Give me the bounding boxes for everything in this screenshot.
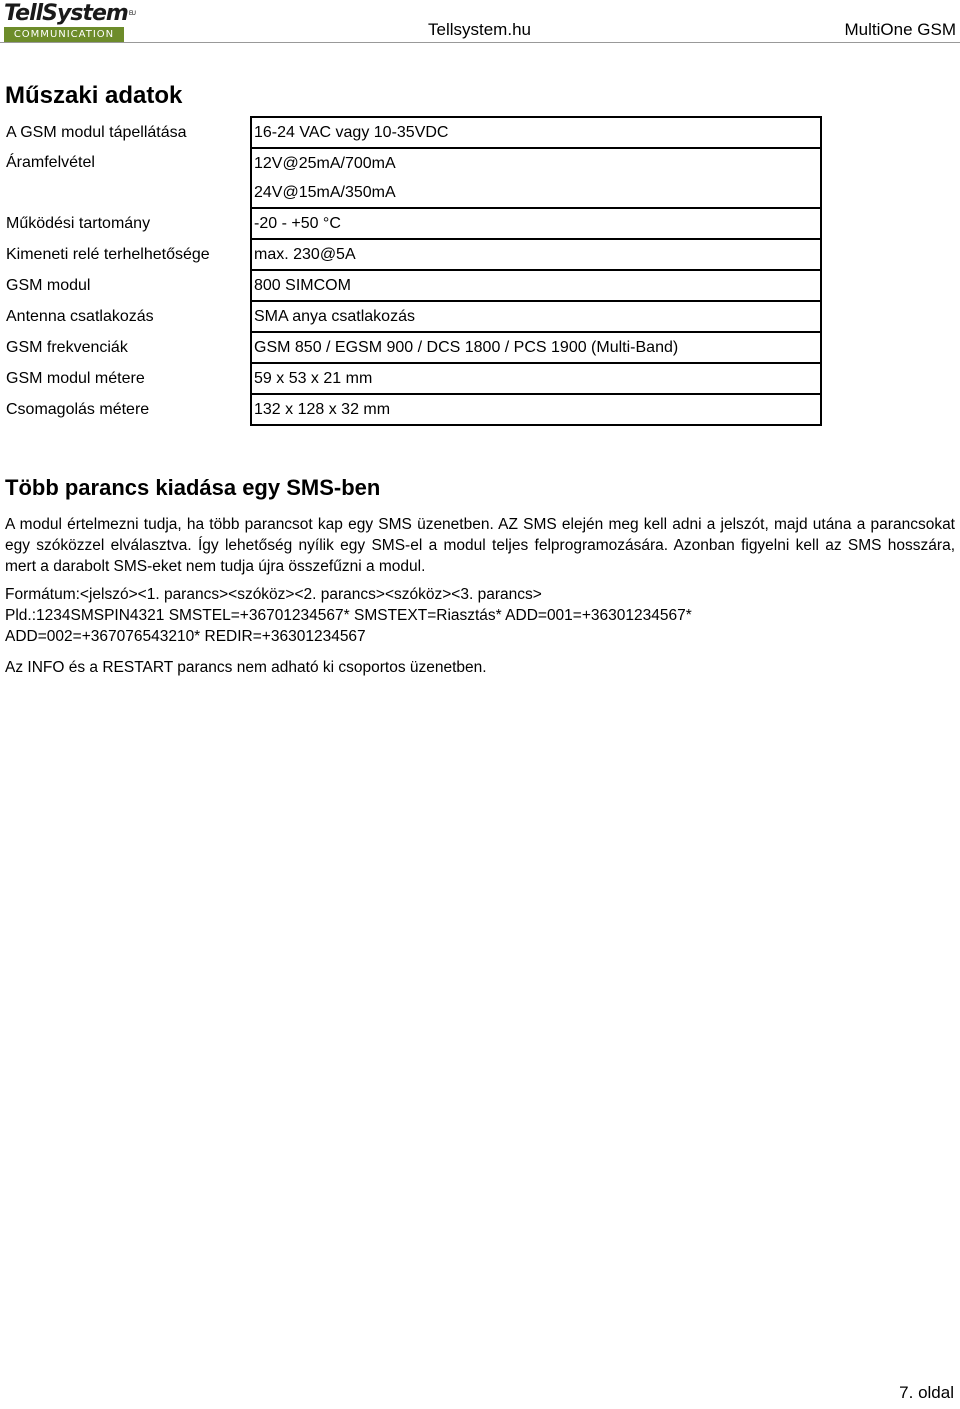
logo-subtitle: COMMUNICATION <box>4 27 124 42</box>
intro-paragraph: A modul értelmezni tudja, ha több parancsot kap egy SMS üzenetben. AZ SMS elején meg kell adni a jelszót, majd utána a parancsokat egy szóközzel elválasztva. Így lehetőség nyílik egy SMS-el a modul teljes felprogramozására. Azonban figyelni kell az SMS hosszára, mert a darabolt SMS-eket nem tudja újra összefűzni a modul. <box>5 516 955 575</box>
spec-label: Kimeneti relé terhelhetősége <box>6 245 210 263</box>
spec-label: Csomagolás métere <box>6 400 150 418</box>
spec-label: GSM frekvenciák <box>6 338 128 356</box>
spec-row <box>2 394 821 425</box>
spec-row <box>2 117 821 148</box>
spec-row <box>2 178 821 208</box>
spec-row <box>2 332 821 363</box>
page-number: 7. oldal <box>899 1383 954 1402</box>
example-line-2: ADD=002=+367076543210* REDIR=+36301234567 <box>5 628 366 645</box>
spec-value: 24V@15mA/350mA <box>251 178 821 208</box>
note-line: Az INFO és a RESTART parancs nem adható ki csoportos üzenetben. <box>5 659 487 676</box>
spec-row <box>2 239 821 270</box>
example-line-1: Pld.:1234SMSPIN4321 SMSTEL=+36701234567* SMSTEXT=Riasztás* ADD=001=+36301234567* <box>5 607 692 624</box>
spec-table <box>2 116 822 426</box>
spec-label: Áramfelvétel <box>6 154 95 171</box>
spec-row <box>2 208 821 239</box>
site-name: Tellsystem.hu <box>428 20 531 39</box>
spec-value: -20 - +50 °C <box>251 208 821 239</box>
spec-row <box>2 270 821 301</box>
spec-label <box>2 178 251 208</box>
spec-value: 132 x 128 x 32 mm <box>251 394 821 425</box>
section-title-specs: Műszaki adatok <box>5 82 183 109</box>
spec-row <box>2 301 821 332</box>
logo-superscript: EU <box>128 10 136 17</box>
spec-value: 59 x 53 x 21 mm <box>251 363 821 394</box>
spec-row <box>2 148 821 178</box>
spec-label: GSM modul métere <box>6 369 145 387</box>
tellsystem-logo <box>4 1 136 42</box>
spec-row <box>2 363 821 394</box>
spec-label: A GSM modul tápellátása <box>6 123 187 141</box>
spec-value: 800 SIMCOM <box>251 270 821 301</box>
spec-value: max. 230@5A <box>251 239 821 270</box>
spec-label: GSM modul <box>6 276 91 294</box>
spec-value: SMA anya csatlakozás <box>251 301 821 332</box>
spec-value: GSM 850 / EGSM 900 / DCS 1800 / PCS 1900 (Multi-Band) <box>251 332 821 363</box>
section-title-multi-command: Több parancs kiadása egy SMS-ben <box>5 475 381 500</box>
spec-label: Működési tartomány <box>6 214 151 232</box>
spec-value: 12V@25mA/700mA <box>251 148 821 178</box>
header-divider <box>0 42 960 43</box>
format-line: Formátum:<jelszó><1. parancs><szóköz><2. parancs><szóköz><3. parancs> <box>5 586 542 603</box>
page-header <box>0 0 960 44</box>
spec-label: Antenna csatlakozás <box>6 307 154 325</box>
spec-value: 16-24 VAC vagy 10-35VDC <box>251 117 821 148</box>
logo-wordmark: TellSystem <box>4 1 128 26</box>
product-name: MultiOne GSM <box>844 20 956 39</box>
